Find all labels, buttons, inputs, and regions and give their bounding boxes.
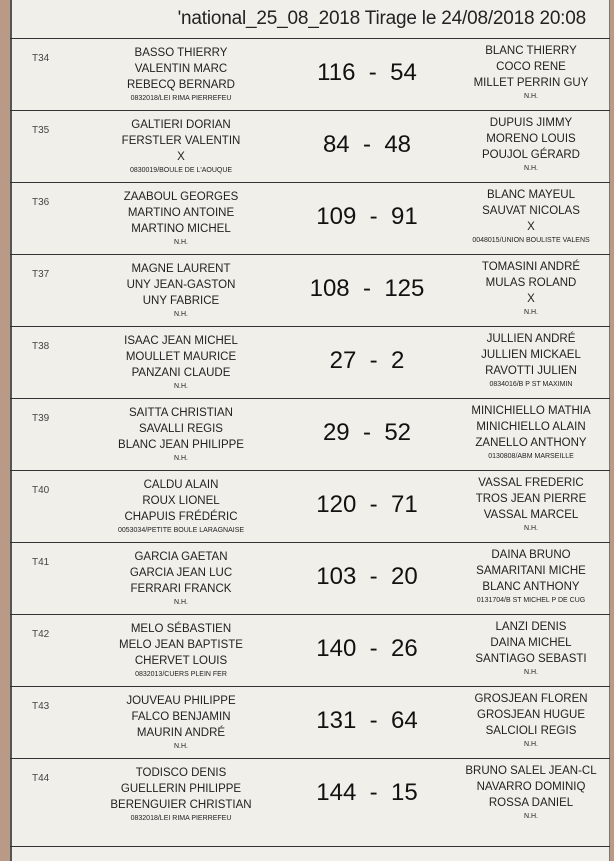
page-title: 'national_25_08_2018 Tirage le 24/08/2018 20:08: [177, 8, 586, 29]
player-name: MELO SÉBASTIEN: [130, 623, 232, 635]
team-b-club: N.H.: [524, 525, 538, 532]
score-team-a: 140: [316, 635, 357, 662]
team-a-club: N.H.: [174, 599, 188, 606]
team-b: [450, 475, 610, 535]
score-team-b: 15: [391, 779, 418, 806]
player-name: SAUVAT NICOLAS: [482, 205, 580, 217]
team-b: [450, 187, 610, 247]
score-team-a: 120: [316, 491, 357, 518]
player-name: BLANC ANTHONY: [482, 581, 580, 593]
player-name: TOMASINI ANDRÉ: [481, 261, 581, 273]
player-name: BASSO THIERRY: [134, 47, 228, 59]
player-name: BLANC JEAN PHILIPPE: [118, 439, 244, 451]
player-name: UNY JEAN-GASTON: [126, 279, 236, 291]
score-team-b: 2: [391, 347, 405, 374]
table-number: T38: [32, 341, 50, 352]
match-score: [282, 275, 452, 303]
score-team-a: 144: [316, 779, 357, 806]
player-name: X: [177, 151, 185, 163]
match-row: [10, 614, 610, 686]
player-name: GUELLERIN PHILIPPE: [120, 783, 242, 795]
player-name: MILLET PERRIN GUY: [473, 77, 589, 89]
player-name: TROS JEAN PIERRE: [475, 493, 587, 505]
team-a-club: 0832013/CUERS PLEIN FER: [135, 671, 227, 678]
match-score: [282, 203, 452, 231]
team-a: [96, 765, 266, 825]
player-name: GROSJEAN HUGUE: [477, 709, 585, 721]
player-name: POUJOL GÉRARD: [482, 149, 580, 161]
team-a-club: N.H.: [174, 239, 188, 246]
table-number: T35: [32, 125, 50, 136]
score-separator: -: [349, 275, 385, 302]
table-number: T39: [32, 413, 50, 424]
player-name: REBECQ BERNARD: [127, 79, 235, 91]
team-a-club: N.H.: [174, 311, 188, 318]
match-score: [282, 59, 452, 87]
team-b: [450, 763, 610, 823]
score-team-b: 91: [391, 203, 418, 230]
team-a: [96, 189, 266, 249]
team-b-club: N.H.: [524, 813, 538, 820]
score-team-a: 131: [316, 707, 357, 734]
team-a-club: 0832018/LEI RIMA PIERREFEU: [130, 95, 232, 102]
player-name: BLANC THIERRY: [485, 45, 577, 57]
team-a-club: N.H.: [174, 383, 188, 390]
player-name: ROUX LIONEL: [142, 495, 220, 507]
team-a: [96, 45, 266, 105]
table-number: T36: [32, 197, 50, 208]
team-a: [96, 333, 266, 393]
player-name: BRUNO SALEL JEAN-CL: [465, 765, 597, 777]
match-score: [282, 131, 452, 159]
score-team-a: 116: [317, 59, 356, 86]
score-separator: -: [356, 491, 391, 518]
player-name: CALDU ALAIN: [143, 479, 219, 491]
team-b-club: N.H.: [524, 669, 538, 676]
team-a: [96, 693, 266, 753]
team-a: [96, 549, 266, 609]
score-team-b: 71: [391, 491, 418, 518]
player-name: SALCIOLI REGIS: [485, 725, 577, 737]
score-separator: -: [355, 59, 391, 86]
table-number: T42: [32, 629, 50, 640]
team-a: [96, 477, 266, 537]
team-b-club: 0130808/ABM MARSEILLE: [488, 453, 574, 460]
player-name: MAURIN ANDRÉ: [136, 727, 226, 739]
score-separator: -: [356, 203, 391, 230]
player-name: VALENTIN MARC: [134, 63, 228, 75]
player-name: BERENGUIER CHRISTIAN: [110, 799, 252, 811]
score-separator: -: [349, 419, 385, 446]
team-b-club: N.H.: [524, 165, 538, 172]
score-separator: -: [356, 779, 391, 806]
match-score: [282, 779, 452, 807]
team-b: [450, 619, 610, 679]
player-name: ISAAC JEAN MICHEL: [124, 335, 238, 347]
score-separator: -: [356, 635, 391, 662]
match-row: [10, 38, 610, 110]
player-name: FERRARI FRANCK: [130, 583, 232, 595]
match-score: [282, 707, 452, 735]
team-b-club: N.H.: [524, 309, 538, 316]
table-number: T40: [32, 485, 50, 496]
match-score: [282, 563, 452, 591]
match-score: [282, 347, 452, 375]
match-score: [282, 419, 452, 447]
score-team-b: 54: [390, 59, 417, 86]
player-name: UNY FABRICE: [142, 295, 220, 307]
score-team-b: 52: [384, 419, 412, 446]
player-name: MARTINO MICHEL: [131, 223, 231, 235]
team-a-club: N.H.: [174, 455, 188, 462]
team-b: [450, 115, 610, 175]
player-name: X: [527, 221, 535, 233]
player-name: GALTIERI DORIAN: [131, 119, 231, 131]
match-row: [10, 758, 610, 847]
team-a-club: 0053034/PETITE BOULE LARAGNAISE: [117, 527, 245, 534]
player-name: FALCO BENJAMIN: [131, 711, 231, 723]
player-name: MOULLET MAURICE: [125, 351, 237, 363]
team-b: [450, 403, 610, 463]
score-team-a: 103: [316, 563, 357, 590]
match-row: [10, 398, 610, 470]
player-name: NAVARRO DOMINIQ: [476, 781, 586, 793]
table-number: T44: [32, 773, 50, 784]
match-row: [10, 254, 610, 326]
player-name: JULLIEN ANDRÉ: [486, 333, 576, 345]
player-name: MULAS ROLAND: [485, 277, 577, 289]
team-b-club: N.H.: [524, 741, 538, 748]
team-b: [450, 691, 610, 751]
team-a-club: N.H.: [174, 743, 188, 750]
draw-sheet: [10, 0, 610, 861]
player-name: MAGNE LAURENT: [131, 263, 231, 275]
score-team-b: 20: [391, 563, 418, 590]
player-name: COCO RENE: [496, 61, 566, 73]
player-name: GARCIA GAETAN: [134, 551, 228, 563]
player-name: LANZI DENIS: [495, 621, 567, 633]
score-separator: -: [356, 347, 391, 374]
table-number: T34: [32, 53, 50, 64]
player-name: JOUVEAU PHILIPPE: [126, 695, 236, 707]
player-name: MELO JEAN BAPTISTE: [119, 639, 243, 651]
match-row: [10, 326, 610, 398]
player-name: ZAABOUL GEORGES: [123, 191, 239, 203]
score-separator: -: [356, 707, 391, 734]
player-name: JULLIEN MICKAEL: [481, 349, 581, 361]
player-name: GARCIA JEAN LUC: [129, 567, 233, 579]
team-b-club: 0131704/B ST MICHEL P DE CUG: [476, 597, 586, 604]
player-name: GROSJEAN FLOREN: [474, 693, 588, 705]
match-row: [10, 110, 610, 182]
score-team-a: 29: [322, 419, 350, 446]
table-number: T41: [32, 557, 50, 568]
match-score: [282, 491, 452, 519]
team-a: [96, 621, 266, 681]
score-separator: -: [356, 563, 391, 590]
match-row: [10, 470, 610, 542]
player-name: MORENO LOUIS: [486, 133, 576, 145]
team-b: [450, 259, 610, 319]
table-number: T37: [32, 269, 50, 280]
table-number: T43: [32, 701, 50, 712]
player-name: FERSTLER VALENTIN: [121, 135, 241, 147]
team-b-club: 0048015/UNION BOULISTE VALENS: [472, 237, 590, 244]
player-name: DAINA BRUNO: [491, 549, 571, 561]
player-name: VASSAL FREDERIC: [478, 477, 584, 489]
match-score: [282, 635, 452, 663]
player-name: RAVOTTI JULIEN: [485, 365, 577, 377]
player-name: SAITTA CHRISTIAN: [129, 407, 233, 419]
player-name: SANTIAGO SEBASTI: [475, 653, 587, 665]
player-name: MARTINO ANTOINE: [127, 207, 235, 219]
player-name: CHERVET LOUIS: [134, 655, 228, 667]
player-name: SAVALLI REGIS: [139, 423, 223, 435]
score-team-b: 125: [384, 275, 425, 302]
match-row: [10, 686, 610, 758]
player-name: TODISCO DENIS: [135, 767, 227, 779]
score-team-b: 48: [384, 131, 412, 158]
player-name: SAMARITANI MICHE: [476, 565, 586, 577]
player-name: PANZANI CLAUDE: [131, 367, 231, 379]
team-b: [450, 547, 610, 607]
player-name: DUPUIS JIMMY: [489, 117, 573, 129]
team-a-club: 0830019/BOULE DE L'AOUQUE: [129, 167, 233, 174]
player-name: CHAPUIS FRÉDÉRIC: [124, 511, 238, 523]
score-team-a: 108: [309, 275, 350, 302]
player-name: BLANC MAYEUL: [487, 189, 575, 201]
player-name: VASSAL MARCEL: [483, 509, 579, 521]
score-team-a: 84: [322, 131, 350, 158]
match-table: [10, 38, 610, 847]
team-a-club: 0832018/LEI RIMA PIERREFEU: [130, 815, 232, 822]
score-team-b: 64: [391, 707, 418, 734]
team-a: [96, 261, 266, 321]
player-name: DAINA MICHEL: [490, 637, 572, 649]
team-a: [96, 405, 266, 465]
player-name: ROSSA DANIEL: [488, 797, 574, 809]
match-row: [10, 542, 610, 614]
score-team-a: 109: [316, 203, 357, 230]
player-name: MINICHIELLO MATHIA: [471, 405, 591, 417]
score-team-b: 26: [391, 635, 418, 662]
player-name: MINICHIELLO ALAIN: [476, 421, 586, 433]
team-b-club: N.H.: [524, 93, 538, 100]
player-name: ZANELLO ANTHONY: [475, 437, 587, 449]
score-separator: -: [349, 131, 385, 158]
team-a: [96, 117, 266, 177]
team-b: [450, 331, 610, 391]
match-row: [10, 182, 610, 254]
player-name: X: [527, 293, 535, 305]
score-team-a: 27: [329, 347, 357, 374]
team-b-club: 0834016/B P ST MAXIMIN: [489, 381, 573, 388]
team-b: [450, 43, 610, 103]
